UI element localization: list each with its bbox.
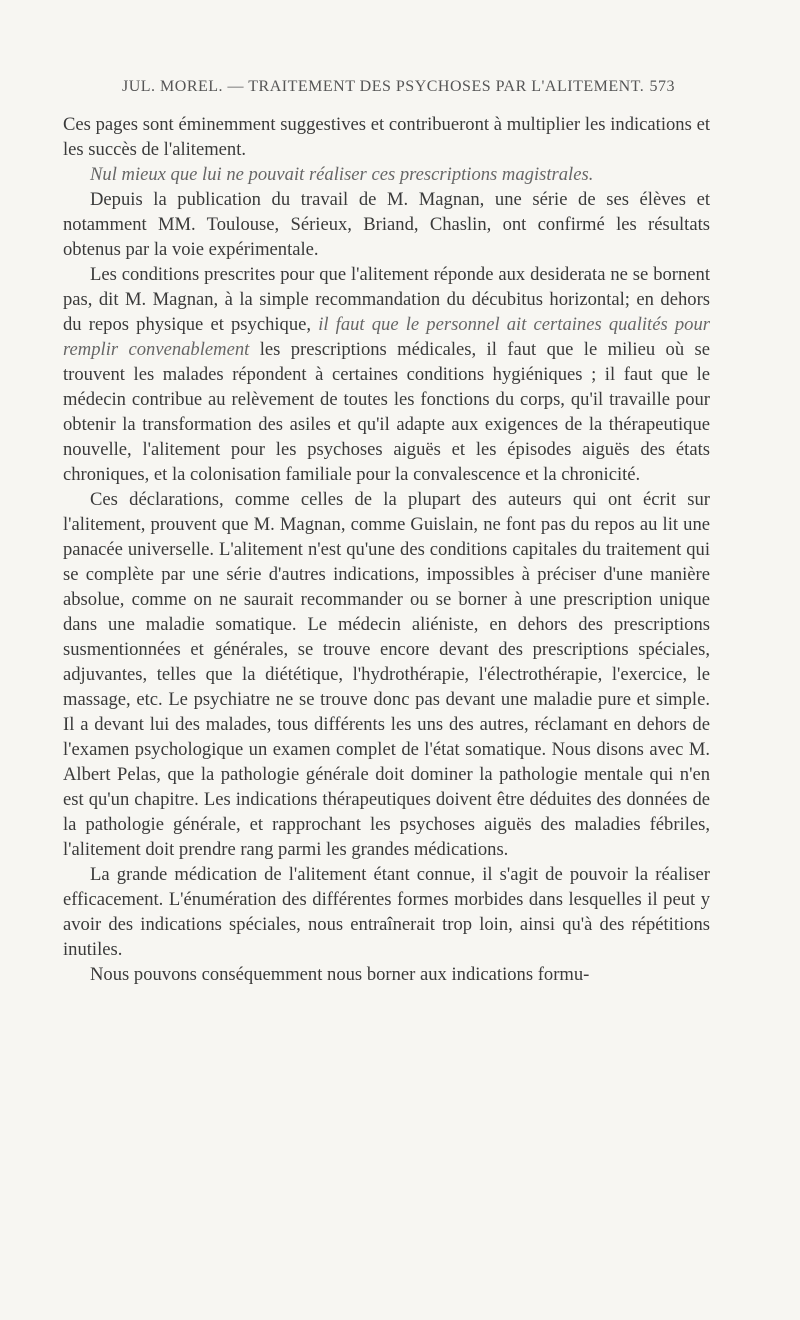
paragraph [63, 262, 710, 487]
paragraph [63, 862, 710, 962]
paragraph [63, 187, 710, 262]
running-header [122, 78, 675, 102]
page-number: 573 [649, 78, 675, 95]
running-title: JUL. MOREL. — TRAITEMENT DES PSYCHOSES PAR L'ALITEMENT. [122, 78, 645, 95]
italic-text: Nul mieux que lui ne pouvait réaliser ces prescriptions magistrales. [90, 164, 594, 185]
paragraph [63, 487, 710, 862]
paragraph-text: les prescriptions médicales, il faut que le milieu où se trouvent les malades répondent à certaines conditions hygiéniques ; il faut que le médecin contribue au relèvement de toutes les fonctions du corps, qu'il travaille pour obtenir la transformation des asiles et qu'il adapte aux exigences de la thérapeutique nouvelle, l'alitement pour les psychoses aiguës et les épisodes aiguës des états chroniques, et la colonisation familiale pour la convalescence et la chronicité. [63, 339, 710, 485]
paragraph-text: Nous pouvons conséquemment nous borner aux indications formu- [90, 964, 590, 985]
body-text [63, 112, 710, 987]
paragraph [63, 162, 710, 187]
paragraph-text: Ces pages sont éminemment suggestives et contribueront à multiplier les indications et les succès de l'alitement. [63, 114, 710, 160]
paragraph [63, 962, 710, 987]
paragraph-text: La grande médication de l'alitement étant connue, il s'agit de pouvoir la réaliser efficacement. L'énumération des différentes formes morbides dans lesquelles il peut y avoir des indications spéciales, nous entraînerait trop loin, ainsi qu'à des répétitions inutiles. [63, 864, 710, 960]
italic-text: il faut que le personnel ait certaines qualités pour remplir convenablement [63, 314, 710, 360]
paragraph [63, 112, 710, 162]
paragraph-text: Ces déclarations, comme celles de la plupart des auteurs qui ont écrit sur l'alitement, prouvent que M. Magnan, comme Guislain, ne font pas du repos au lit une panacée universelle. L'alitement n'est qu'une des conditions capitales du traitement qui se complète par une série d'autres indications, impossibles à préciser d'une manière absolue, comme on ne saurait recommander ou se borner à une prescription unique dans une maladie somatique. Le médecin aliéniste, en dehors des prescriptions susmentionnées et générales, se trouve encore devant des prescriptions spéciales, adjuvantes, telles que la diététique, l'hydrothérapie, l'électrothérapie, l'exercice, le massage, etc. Le psychiatre ne se trouve donc pas devant une maladie pure et simple. Il a devant lui des malades, tous différents les uns des autres, réclamant en dehors de l'examen psychologique un examen complet de l'état somatique. Nous disons avec M. Albert Pelas, que la pathologie générale doit dominer la pathologie mentale qui n'en est qu'un chapitre. Les indications thérapeutiques doivent être déduites des données de la pathologie générale, et rapprochant les psychoses aiguës des maladies fébriles, l'alitement doit prendre rang parmi les grandes médications. [63, 489, 710, 860]
paragraph-text: Depuis la publication du travail de M. Magnan, une série de ses élèves et notamment MM. Toulouse, Sérieux, Briand, Chaslin, ont confirmé les résultats obtenus par la voie expérimentale. [63, 189, 710, 260]
paragraph-text: Les conditions prescrites pour que l'alitement réponde aux desiderata ne se bornent pas, dit M. Magnan, à la simple recommandation du décubitus horizontal; en dehors du repos physique et psychique, [63, 264, 710, 335]
